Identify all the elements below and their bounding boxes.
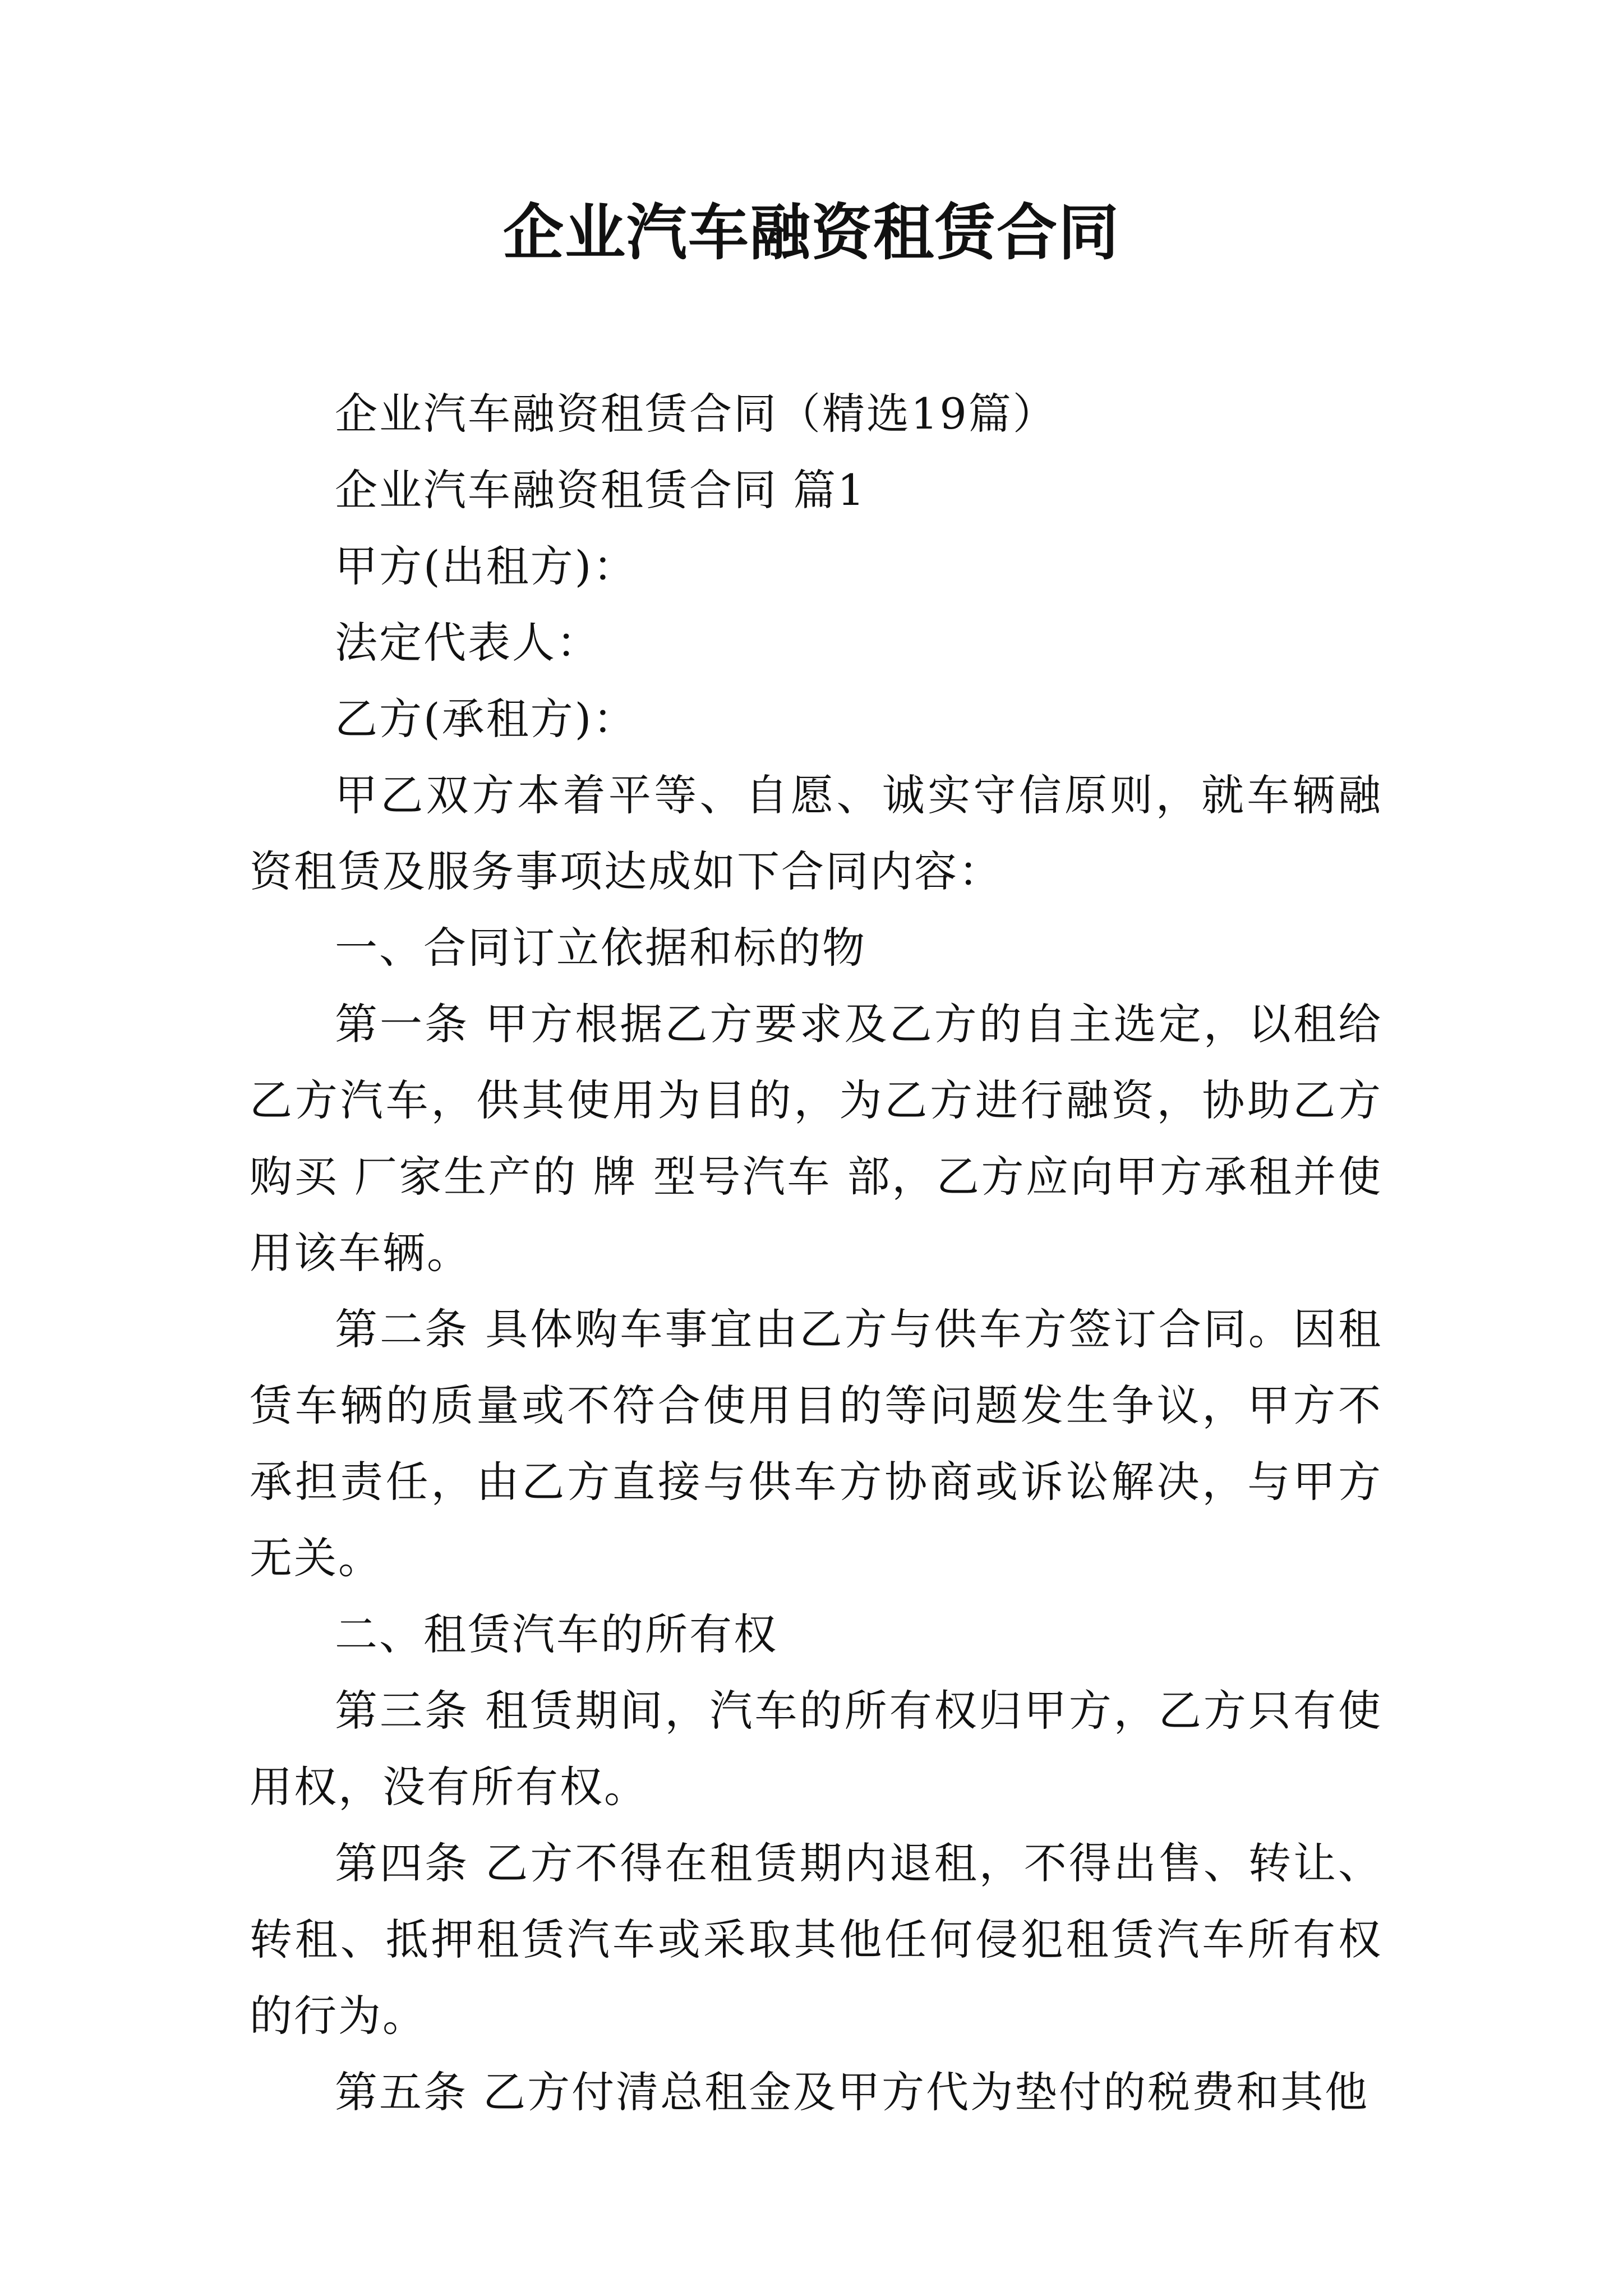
paragraph-party-b: 乙方(承租方)： <box>335 694 638 744</box>
paragraph-preamble: 甲乙双方本着平等、自愿、诚实守信原则，就车辆融资租赁及服务事项达成如下合同内容： <box>250 770 1382 896</box>
paragraph-article-3: 第三条 租赁期间，汽车的所有权归甲方，乙方只有使用权，没有所有权。 <box>250 1686 1382 1812</box>
paragraph-article-5: 第五条 乙方付清总租金及甲方代为垫付的税费和其他 <box>335 2067 1370 2117</box>
paragraph-party-a: 甲方(出租方)： <box>335 541 638 591</box>
paragraph-legal-representative: 法定代表人： <box>335 618 601 668</box>
paragraph-chapter-2: 二、租赁汽车的所有权 <box>335 1609 778 1659</box>
document-title: 企业汽车融资租赁合同 <box>502 197 1120 268</box>
paragraph-chapter-1: 一、合同订立依据和标的物 <box>335 923 866 973</box>
paragraph-article-1: 第一条 甲方根据乙方要求及乙方的自主选定，以租给乙方汽车，供其使用为目的，为乙方进行融资，协助乙方购买 厂家生产的 牌 型号汽车 部，乙方应向甲方承租并使用该车辆。 <box>250 999 1382 1278</box>
document-body <box>250 376 1382 2131</box>
paragraph-article-4: 第四条 乙方不得在租赁期内退租，不得出售、转让、转租、抵押租赁汽车或采取其他任何侵犯租赁汽车所有权的行为。 <box>250 1838 1382 2041</box>
paragraph-article-2: 第二条 具体购车事宜由乙方与供车方签订合同。因租赁车辆的质量或不符合使用目的等问题发生争议，甲方不承担责任，由乙方直接与供车方协商或诉讼解决，与甲方无关。 <box>250 1304 1382 1583</box>
paragraph-section-heading: 企业汽车融资租赁合同 篇1 <box>335 465 866 515</box>
paragraph-subtitle: 企业汽车融资租赁合同（精选19篇） <box>335 389 1057 439</box>
